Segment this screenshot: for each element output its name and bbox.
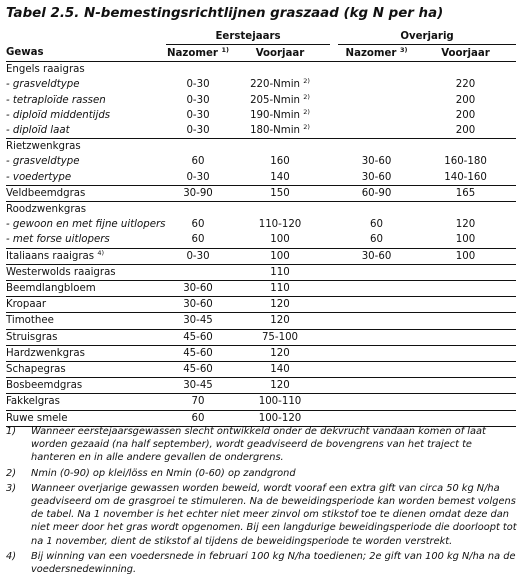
- cell-text: 120: [270, 380, 290, 392]
- crop-name-text: Roodzwenkgras: [6, 204, 87, 216]
- crop-name: [6, 185, 166, 201]
- nazomer-first-value: [166, 217, 230, 232]
- column-gap: [330, 264, 338, 280]
- footnote-ref: 2): [303, 123, 310, 132]
- voorjaar-first-value: [230, 62, 330, 78]
- cell-text: 0-30: [186, 125, 210, 137]
- cell-text: 160: [270, 156, 290, 168]
- crop-name: [6, 345, 166, 361]
- voorjaar-over-value: [415, 410, 516, 426]
- voorjaar-first-value: [230, 410, 330, 426]
- nazomer-over-value: [338, 93, 415, 108]
- crop-name-text: Schapegras: [6, 364, 66, 376]
- crop-name-text: Italiaans raaigras: [6, 250, 95, 262]
- col-header-voorjaar-over: Voorjaar: [415, 45, 516, 62]
- voorjaar-over-value: [415, 232, 516, 248]
- footnote-ref: 2): [303, 92, 310, 101]
- cell-text: 30-45: [183, 380, 213, 392]
- cell-text: 0-30: [186, 79, 210, 91]
- voorjaar-over-value: [415, 77, 516, 92]
- footnote: [6, 550, 518, 576]
- nazomer-over-value: [338, 329, 415, 345]
- crop-name-text: Veldbeemdgras: [6, 187, 86, 199]
- cell-text: 0-30: [186, 94, 210, 106]
- cell-text: 100: [270, 250, 290, 262]
- voorjaar-over-value: [415, 248, 516, 264]
- crop-name-text: Struisgras: [6, 331, 58, 343]
- voorjaar-first-value: [230, 123, 330, 139]
- footnote-ref-1: 1): [221, 45, 229, 54]
- crop-name: [6, 123, 166, 139]
- cell-text: 110: [270, 283, 290, 295]
- column-gap: [330, 77, 338, 92]
- cell-text: 30-60: [183, 299, 213, 311]
- table-row: [6, 345, 516, 361]
- nazomer-first-value: [166, 394, 230, 410]
- column-gap: [330, 170, 338, 186]
- column-header-row: [6, 45, 516, 62]
- footnote: [6, 425, 518, 465]
- column-gap: [330, 232, 338, 248]
- voorjaar-over-value: [415, 93, 516, 108]
- crop-name: [6, 264, 166, 280]
- crop-name: [6, 297, 166, 313]
- table-row: [6, 217, 516, 232]
- column-gap: [330, 123, 338, 139]
- voorjaar-over-value: [415, 202, 516, 218]
- table-row: [6, 154, 516, 169]
- table-row: [6, 93, 516, 108]
- cell-text: 0-30: [186, 250, 210, 262]
- crop-name-text: Timothee: [6, 315, 54, 327]
- table-row: [6, 62, 516, 78]
- nazomer-over-value: [338, 264, 415, 280]
- voorjaar-first-value: [230, 313, 330, 329]
- voorjaar-first-value: [230, 281, 330, 297]
- nazomer-over-value: [338, 248, 415, 264]
- voorjaar-over-value: [415, 108, 516, 123]
- nazomer-first-value: [166, 264, 230, 280]
- voorjaar-over-value: [415, 394, 516, 410]
- nazomer-first-value: [166, 232, 230, 248]
- cell-text: 200: [455, 109, 476, 121]
- cell-text: 45-60: [183, 331, 213, 343]
- table-title: [6, 6, 443, 21]
- table-caption: N-bemestingsrichtlijnen graszaad (kg N per ha): [84, 6, 444, 21]
- voorjaar-over-value: [415, 281, 516, 297]
- voorjaar-over-value: [415, 62, 516, 78]
- cell-text: 110: [270, 266, 290, 278]
- nazomer-over-value: [338, 281, 415, 297]
- column-gap: [330, 185, 338, 201]
- nazomer-first-value: [166, 139, 230, 155]
- table-row: [6, 313, 516, 329]
- nazomer-over-value: [338, 232, 415, 248]
- crop-name-text: - met forse uitlopers: [6, 234, 110, 246]
- cell-text: 160-180: [444, 156, 487, 168]
- cell-text: 70: [191, 396, 205, 408]
- crop-name: [6, 410, 166, 426]
- voorjaar-first-value: [230, 154, 330, 169]
- nazomer-first-value: [166, 362, 230, 378]
- col-header-gewas: Gewas: [6, 45, 166, 62]
- cell-text: 100-110: [258, 396, 302, 408]
- cell-text: 140-160: [444, 171, 487, 183]
- column-gap: [330, 217, 338, 232]
- nazomer-first-value: [166, 77, 230, 92]
- footnote-ref: 4): [97, 248, 105, 257]
- voorjaar-first-value: [230, 248, 330, 264]
- cell-text: 180-Nmin: [250, 125, 301, 137]
- crop-name: [6, 362, 166, 378]
- column-gap: [330, 62, 338, 78]
- table-row: [6, 248, 516, 264]
- column-gap: [330, 297, 338, 313]
- crop-name-text: - grasveldtype: [6, 79, 80, 91]
- cell-text: 45-60: [183, 364, 213, 376]
- footnote-number: 4): [6, 550, 17, 562]
- crop-name-text: Fakkelgras: [6, 396, 60, 408]
- col-header-nazomer-over: [338, 45, 415, 62]
- footnote-text: Wanneer overjarige gewassen worden beweid, wordt vooraf een extra gift van circa 50 kg N/ha geadviseerd om de grasgroei te stimuleren. Na de beweidingsperiode kan worden bemest volgens de tabel. Na 1 november is het echter niet meer zinvol om stikstof toe te dienen omdat deze dan niet meer door het gras wordt opgenomen. Bij een langdurige beweidingsperiode die doorloopt tot na 1 november, dient de stikstof al tijdens de beweidingsperiode te worden verstrekt.: [31, 482, 517, 547]
- footnote-ref: 2): [303, 107, 310, 116]
- nazomer-first-value: [166, 185, 230, 201]
- nazomer-first-value: [166, 281, 230, 297]
- crop-name: [6, 313, 166, 329]
- voorjaar-first-value: [230, 378, 330, 394]
- table-row: [6, 232, 516, 248]
- nazomer-over-value: [338, 345, 415, 361]
- voorjaar-first-value: [230, 108, 330, 123]
- cell-text: 60: [191, 156, 205, 168]
- column-gap: [330, 93, 338, 108]
- nazomer-over-value: [338, 77, 415, 92]
- crop-name: [6, 232, 166, 248]
- voorjaar-over-value: [415, 154, 516, 169]
- table-row: [6, 378, 516, 394]
- nazomer-over-value: [338, 123, 415, 139]
- footnote-text: Wanneer eerstejaarsgewassen slecht ontwikkeld onder de dekvrucht vandaan komen of laat worden gezaaid (na half september), wordt geadviseerd de bovengrens van het traject te hanteren en in alle andere gevallen de ondergrens.: [31, 426, 486, 464]
- nazomer-over-value: [338, 297, 415, 313]
- table-row: [6, 170, 516, 186]
- cell-text: 200: [455, 94, 476, 106]
- crop-name: [6, 154, 166, 169]
- col-header-nazomer-over-label: Nazomer: [345, 47, 397, 59]
- nazomer-over-value: [338, 313, 415, 329]
- cell-text: 60: [191, 412, 205, 424]
- cell-text: 150: [270, 187, 290, 199]
- column-gap: [330, 329, 338, 345]
- table-number: Tabel 2.5.: [6, 6, 80, 21]
- nazomer-over-value: [338, 108, 415, 123]
- nazomer-first-value: [166, 378, 230, 394]
- footnote-number: 3): [6, 482, 17, 494]
- table-row: [6, 281, 516, 297]
- crop-name-text: Westerwolds raaigras: [6, 266, 116, 278]
- cell-text: 60-90: [361, 187, 392, 199]
- column-gap: [330, 378, 338, 394]
- footnote-number: 2): [6, 467, 17, 479]
- nazomer-first-value: [166, 202, 230, 218]
- crop-name: [6, 170, 166, 186]
- voorjaar-first-value: [230, 93, 330, 108]
- cell-text: 0-30: [186, 171, 210, 183]
- crop-name-text: - gewoon en met fijne uitlopers: [6, 219, 166, 231]
- footnote: [6, 467, 518, 480]
- footnote-ref: 2): [303, 77, 310, 86]
- nazomer-first-value: [166, 345, 230, 361]
- cell-text: 100: [455, 250, 476, 262]
- table-row: [6, 77, 516, 92]
- cell-text: 220-Nmin: [250, 79, 301, 91]
- nazomer-over-value: [338, 202, 415, 218]
- crop-name: [6, 248, 166, 264]
- nazomer-first-value: [166, 154, 230, 169]
- nazomer-over-value: [338, 378, 415, 394]
- column-gap: [330, 345, 338, 361]
- nazomer-first-value: [166, 297, 230, 313]
- nazomer-over-value: [338, 185, 415, 201]
- table-row: [6, 264, 516, 280]
- cell-text: 220: [455, 79, 476, 91]
- voorjaar-first-value: [230, 232, 330, 248]
- voorjaar-first-value: [230, 217, 330, 232]
- table-row: [6, 329, 516, 345]
- column-gap: [330, 362, 338, 378]
- column-gap: [330, 139, 338, 155]
- crop-name-text: - diploïd laat: [6, 125, 70, 137]
- cell-text: 200: [455, 125, 476, 137]
- crop-name: [6, 139, 166, 155]
- nazomer-first-value: [166, 170, 230, 186]
- footnotes: [6, 425, 518, 578]
- cell-text: 140: [270, 364, 290, 376]
- fertilization-table: [6, 29, 516, 427]
- nazomer-first-value: [166, 62, 230, 78]
- nazomer-over-value: [338, 154, 415, 169]
- column-gap: [330, 394, 338, 410]
- nazomer-first-value: [166, 313, 230, 329]
- cell-text: 120: [270, 347, 290, 359]
- voorjaar-over-value: [415, 185, 516, 201]
- voorjaar-over-value: [415, 170, 516, 186]
- table-row: [6, 362, 516, 378]
- column-gap: [330, 248, 338, 264]
- table-row: [6, 394, 516, 410]
- group-header-row: [6, 29, 516, 45]
- col-header-nazomer-first: [166, 45, 230, 62]
- crop-name: [6, 108, 166, 123]
- crop-name-text: - grasveldtype: [6, 156, 80, 168]
- footnote-text: Bij winning van een voedersnede in februari 100 kg N/ha toedienen; 2e gift van 100 kg N/ha na de voedersnedewinning.: [31, 550, 516, 576]
- group-eerstejaars: Eerstejaars: [166, 29, 330, 45]
- crop-name: [6, 62, 166, 78]
- cell-text: 205-Nmin: [250, 94, 301, 106]
- crop-name: [6, 217, 166, 232]
- voorjaar-over-value: [415, 297, 516, 313]
- footnote-ref-3: 3): [399, 45, 408, 54]
- voorjaar-first-value: [230, 329, 330, 345]
- table-row: [6, 123, 516, 139]
- cell-text: 60: [191, 219, 205, 231]
- crop-name: [6, 77, 166, 92]
- nazomer-over-value: [338, 217, 415, 232]
- voorjaar-first-value: [230, 139, 330, 155]
- crop-name-text: - diploïd middentijds: [6, 109, 111, 121]
- crop-name-text: Engels raaigras: [6, 64, 85, 76]
- footnote-number: 1): [6, 426, 17, 437]
- nazomer-first-value: [166, 329, 230, 345]
- cell-text: 100: [270, 234, 290, 246]
- column-gap: [330, 154, 338, 169]
- voorjaar-over-value: [415, 362, 516, 378]
- column-gap: [330, 281, 338, 297]
- table-row: [6, 202, 516, 218]
- cell-text: 100: [455, 234, 476, 246]
- nazomer-first-value: [166, 93, 230, 108]
- crop-name-text: - voedertype: [6, 171, 72, 183]
- cell-text: 30-90: [183, 187, 213, 199]
- voorjaar-over-value: [415, 329, 516, 345]
- cell-text: 0-30: [186, 109, 210, 121]
- cell-text: 60: [370, 219, 383, 231]
- voorjaar-first-value: [230, 185, 330, 201]
- cell-text: 165: [455, 187, 476, 199]
- cell-text: 120: [455, 219, 476, 231]
- nazomer-first-value: [166, 123, 230, 139]
- nazomer-over-value: [338, 394, 415, 410]
- cell-text: 110-120: [258, 219, 302, 231]
- crop-name-text: Ruwe smele: [6, 412, 68, 424]
- nazomer-first-value: [166, 108, 230, 123]
- cell-text: 100-120: [258, 412, 302, 424]
- voorjaar-first-value: [230, 77, 330, 92]
- nazomer-over-value: [338, 170, 415, 186]
- cell-text: 140: [270, 171, 290, 183]
- cell-text: 75-100: [261, 331, 299, 343]
- voorjaar-over-value: [415, 123, 516, 139]
- crop-name: [6, 281, 166, 297]
- table-row: [6, 297, 516, 313]
- crop-name: [6, 93, 166, 108]
- cell-text: 60: [370, 234, 383, 246]
- crop-name: [6, 329, 166, 345]
- cell-text: 60: [191, 234, 205, 246]
- voorjaar-first-value: [230, 345, 330, 361]
- nazomer-over-value: [338, 62, 415, 78]
- column-gap: [330, 410, 338, 426]
- voorjaar-first-value: [230, 394, 330, 410]
- crop-name-text: - tetraploïde rassen: [6, 94, 106, 106]
- table-row: [6, 185, 516, 201]
- column-gap: [330, 108, 338, 123]
- table-row: [6, 139, 516, 155]
- nazomer-over-value: [338, 410, 415, 426]
- column-gap: [330, 313, 338, 329]
- crop-name-text: Rietzwenkgras: [6, 141, 81, 153]
- cell-text: 30-60: [361, 156, 392, 168]
- table-row: [6, 108, 516, 123]
- cell-text: 190-Nmin: [250, 109, 301, 121]
- voorjaar-first-value: [230, 170, 330, 186]
- crop-name-text: Beemdlangbloem: [6, 283, 96, 295]
- footnote: [6, 482, 518, 548]
- crop-name: [6, 378, 166, 394]
- nazomer-over-value: [338, 362, 415, 378]
- crop-name-text: Bosbeemdgras: [6, 380, 83, 392]
- voorjaar-over-value: [415, 217, 516, 232]
- voorjaar-first-value: [230, 297, 330, 313]
- voorjaar-first-value: [230, 264, 330, 280]
- crop-name: [6, 202, 166, 218]
- cell-text: 30-60: [361, 171, 392, 183]
- voorjaar-first-value: [230, 362, 330, 378]
- col-header-nazomer-first-label: Nazomer: [167, 47, 218, 59]
- nazomer-over-value: [338, 139, 415, 155]
- col-header-voorjaar-first: Voorjaar: [230, 45, 330, 62]
- cell-text: 30-60: [183, 283, 213, 295]
- crop-name-text: Hardzwenkgras: [6, 347, 85, 359]
- crop-name-text: Kropaar: [6, 299, 47, 311]
- cell-text: 120: [270, 299, 290, 311]
- voorjaar-over-value: [415, 264, 516, 280]
- voorjaar-over-value: [415, 313, 516, 329]
- cell-text: 45-60: [183, 347, 213, 359]
- nazomer-first-value: [166, 410, 230, 426]
- nazomer-first-value: [166, 248, 230, 264]
- footnote-text: Nmin (0-90) op klei/löss en Nmin (0-60) op zandgrond: [31, 467, 296, 479]
- cell-text: 30-45: [183, 315, 213, 327]
- table-row: [6, 410, 516, 426]
- column-gap: [330, 202, 338, 218]
- group-overjarig: Overjarig: [338, 29, 516, 45]
- crop-name: [6, 394, 166, 410]
- voorjaar-first-value: [230, 202, 330, 218]
- voorjaar-over-value: [415, 139, 516, 155]
- cell-text: 120: [270, 315, 290, 327]
- voorjaar-over-value: [415, 345, 516, 361]
- cell-text: 30-60: [361, 250, 392, 262]
- voorjaar-over-value: [415, 378, 516, 394]
